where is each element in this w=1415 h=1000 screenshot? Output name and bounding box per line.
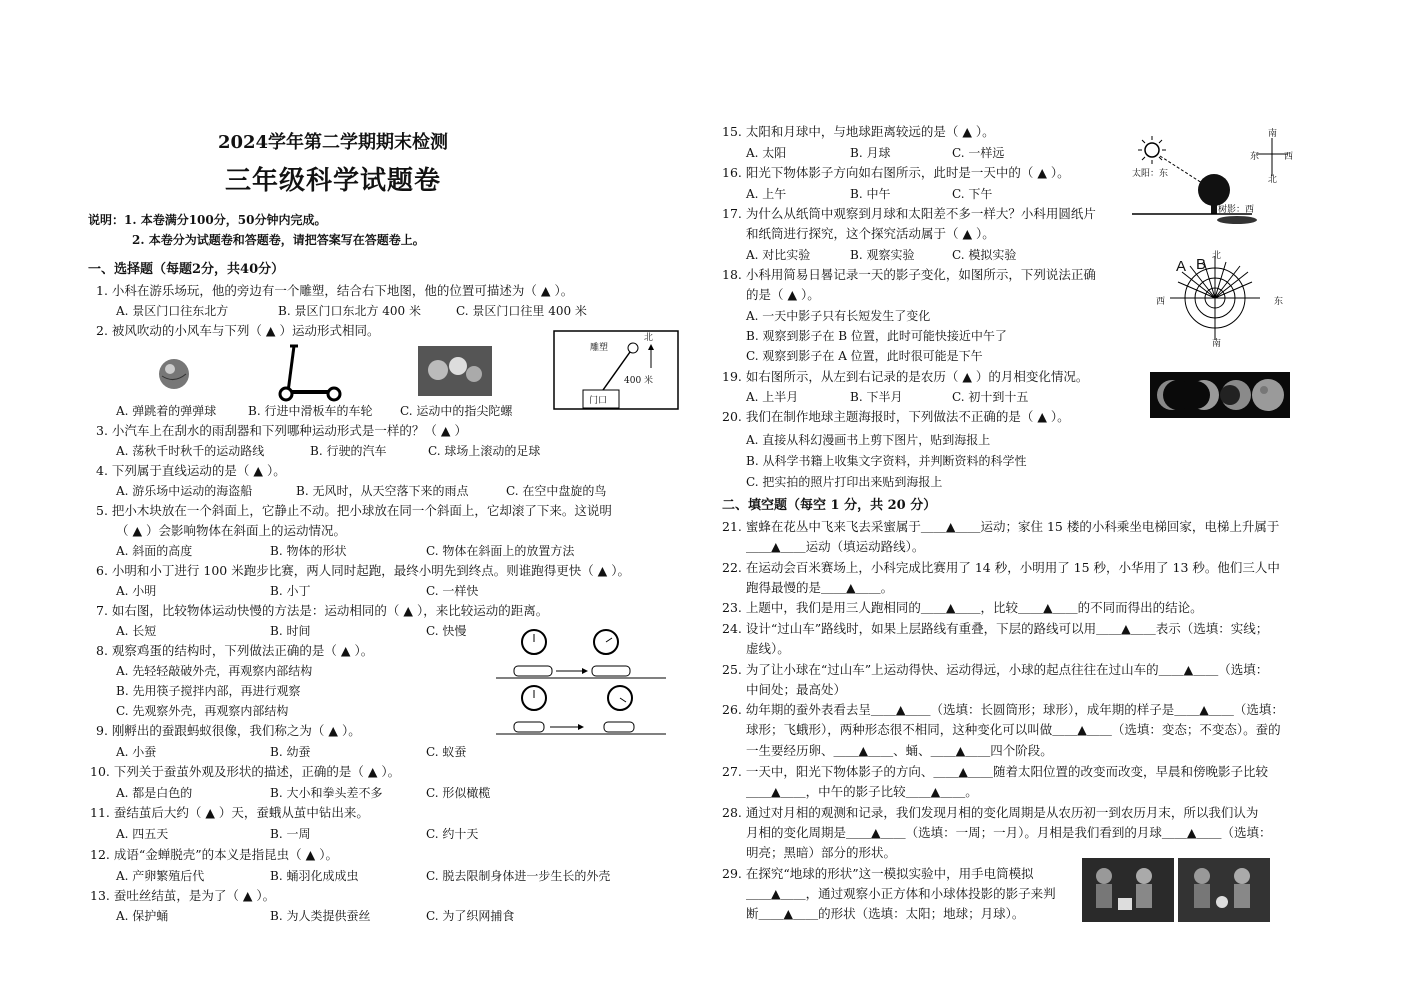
question-5-cont: （ ▲ ）会影响物体在斜面上的运动情况。 (116, 523, 347, 538)
question-29: 29. 在探究“地球的形状”这一模拟实验中，用手电筒模拟 (722, 866, 1034, 881)
q10-option-a: A. 都是白色的 (116, 786, 193, 800)
question-20: 20. 我们在制作地球主题海报时，下列做法不正确的是（ ▲ ）。 (722, 409, 1070, 424)
map-north-label: 北 (644, 333, 654, 343)
q9-option-a: A. 小蚕 (116, 745, 157, 759)
compass-top: 南 (1268, 129, 1278, 139)
question-4: 4. 下列属于直线运动的是（ ▲ ）。 (96, 463, 286, 478)
q11-option-c: C. 约十天 (426, 827, 479, 841)
q19-option-a: A. 上半月 (746, 390, 799, 404)
map-gate-label: 门口 (589, 396, 608, 406)
q16-option-c: C. 下午 (952, 187, 993, 201)
q3-option-c: C. 球场上滚动的足球 (428, 444, 541, 458)
q13-option-a: A. 保护蛹 (116, 909, 169, 923)
q9-option-b: B. 幼蚕 (270, 745, 311, 759)
q3-option-b: B. 行驶的汽车 (310, 444, 387, 458)
question-13: 13. 蚕吐丝结茧，是为了（ ▲ ）。 (90, 888, 276, 903)
q6-option-b: B. 小丁 (270, 584, 311, 598)
note-2: 2. 本卷分为试题卷和答题卷，请把答案写在答题卷上。 (132, 233, 425, 247)
q7-option-b: B. 时间 (270, 624, 311, 638)
question-26-cont-2: 一生要经历卵、＿＿▲＿＿、蛹、＿＿▲＿＿四个阶段。 (746, 743, 1053, 758)
q6-option-a: A. 小明 (116, 584, 157, 598)
q8-option-b: B. 先用筷子搅拌内部，再进行观察 (116, 684, 301, 698)
compass-right: 西 (1284, 152, 1294, 162)
question-25: 25. 为了让小球在“过山车”上运动得快、运动得远，小球的起点往往在过山车的＿＿▲＿＿（选填： (722, 662, 1269, 677)
question-28-cont-2: 明亮；黑暗）部分的形状。 (746, 845, 897, 860)
q1-option-b: B. 景区门口东北方 400 米 (278, 304, 421, 318)
question-24: 24. 设计“过山车”路线时，如果上层路线有重叠，下层的路线可以用＿＿▲＿＿表示（选填：实线； (722, 621, 1269, 636)
q4-option-a: A. 游乐场中运动的海盗船 (116, 484, 253, 498)
q19-option-c: C. 初十到十五 (952, 390, 1029, 404)
sundial-east: 东 (1274, 297, 1284, 307)
question-27: 27. 一天中，阳光下物体影子的方向、＿＿▲＿＿随着太阳位置的改变而改变，早晨和傍晚影子比较 (722, 764, 1268, 779)
q5-option-c: C. 物体在斜面上的放置方法 (426, 544, 575, 558)
question-3: 3. 小汽车上在刮水的雨刮器和下列哪种运动形式是一样的？（ ▲ ） (96, 423, 467, 438)
question-19: 19. 如右图所示，从左到右记录的是农历（ ▲ ）的月相变化情况。 (722, 369, 1089, 384)
section2-heading: 二、填空题（每空 1 分，共 20 分） (722, 498, 937, 513)
exam-title: 2024学年第二学期期末检测 (217, 132, 449, 153)
moon-phases-image (1150, 372, 1290, 418)
q2-option-a: A. 弹跳着的弹弹球 (116, 404, 217, 418)
question-26: 26. 幼年期的蚕外表看去呈＿＿▲＿＿（选填：长圆筒形；球形），成年期的样子是＿＿▲＿＿（选填： (722, 702, 1284, 717)
map-distance-label: 400 米 (624, 376, 654, 386)
q1-option-c: C. 景区门口往里 400 米 (456, 304, 587, 318)
q5-option-a: A. 斜面的高度 (116, 544, 193, 558)
question-22-cont: 跑得最慢的是＿＿▲＿＿。 (746, 580, 894, 595)
q20-option-c: C. 把实拍的照片打印出来贴到海报上 (746, 475, 943, 489)
question-28-cont-1: 月相的变化周期是＿＿▲＿＿（选填：一周；一月）。月相是我们看到的月球＿＿▲＿＿（选填： (746, 825, 1272, 840)
question-28: 28. 通过对月相的观测和记录，我们发现月相的变化周期是从农历初一到农历月末，所以我们认为 (722, 805, 1259, 820)
question-16: 16. 阳光下物体影子方向如右图所示，此时是一天中的（ ▲ ）。 (722, 165, 1070, 180)
q12-option-c: C. 脱去限制身体进一步生长的外壳 (426, 869, 611, 883)
q5-option-b: B. 物体的形状 (270, 544, 347, 558)
question-29-cont-2: 断＿＿▲＿＿的形状（选填：太阳；地球；月球）。 (746, 906, 1025, 921)
q7-option-a: A. 长短 (116, 624, 157, 638)
q15-option-c: C. 一样远 (952, 146, 1005, 160)
q10-option-c: C. 形似橄榄 (426, 786, 491, 800)
section1-heading: 一、选择题（每题2分，共40分） (88, 262, 285, 277)
question-2: 2. 被风吹动的小风车与下列（ ▲ ）运动形式相同。 (96, 323, 380, 338)
bouncing-ball-image (154, 354, 194, 394)
sundial-north: 北 (1212, 251, 1222, 261)
q17-option-c: C. 模拟实验 (952, 248, 1017, 262)
question-24-cont: 虚线）。 (746, 641, 790, 656)
question-15: 15. 太阳和月球中，与地球距离较远的是（ ▲ ）。 (722, 124, 995, 139)
q11-option-a: A. 四五天 (116, 827, 169, 841)
sundial-south: 南 (1212, 339, 1222, 349)
question-11: 11. 蚕结茧后大约（ ▲ ）天，蚕蛾从茧中钻出来。 (90, 805, 369, 820)
compass-left: 东 (1250, 152, 1260, 162)
q1-option-a: A. 景区门口往东北方 (116, 304, 229, 318)
q12-option-a: A. 产卵繁殖后代 (116, 869, 205, 883)
question-10: 10. 下列关于蚕茧外观及形状的描述，正确的是（ ▲ ）。 (90, 764, 401, 779)
question-26-cont-1: 球形；飞蛾形），两种形态很不相同，这种变化可以叫做＿＿▲＿＿（选填：变态；不变态）。蚕的 (746, 722, 1281, 737)
q17-option-a: A. 对比实验 (746, 248, 811, 262)
question-5: 5. 把小木块放在一个斜面上，它静止不动。把小球放在同一个斜面上，它却滚了下来。这说明 (96, 503, 612, 518)
q9-option-c: C. 蚁蚕 (426, 745, 467, 759)
q13-option-c: C. 为了织网捕食 (426, 909, 515, 923)
experiment-photo (1082, 858, 1270, 922)
q2-option-c: C. 运动中的指尖陀螺 (400, 404, 513, 418)
map-figure (553, 330, 679, 410)
question-25-cont: 中间处；最高处） (746, 682, 847, 697)
sundial-west: 西 (1156, 297, 1166, 307)
q12-option-b: B. 蛹羽化成成虫 (270, 869, 359, 883)
q19-option-b: B. 下半月 (850, 390, 903, 404)
q16-option-a: A. 上午 (746, 187, 787, 201)
q18-option-a: A. 一天中影子只有长短发生了变化 (746, 309, 931, 323)
q10-option-b: B. 大小和拳头差不多 (270, 786, 383, 800)
question-21-cont: ＿＿▲＿＿运动（填运动路线）。 (746, 539, 925, 554)
question-18-cont: 的是（ ▲ ）。 (746, 287, 820, 302)
question-8: 8. 观察鸡蛋的结构时，下列做法正确的是（ ▲ ）。 (96, 643, 374, 658)
q17-option-b: B. 观察实验 (850, 248, 915, 262)
q20-option-a: A. 直接从科幻漫画书上剪下图片，贴到海报上 (746, 433, 991, 447)
q18-option-c: C. 观察到影子在 A 位置，此时很可能是下午 (746, 349, 983, 363)
question-23: 23. 上题中，我们是用三人跑相同的＿＿▲＿＿，比较＿＿▲＿＿的不同而得出的结论。 (722, 600, 1203, 615)
q7-option-c: C. 快慢 (426, 624, 467, 638)
q15-option-b: B. 月球 (850, 146, 891, 160)
fidget-spinner-image (418, 346, 492, 396)
map-sculpture-label: 雕塑 (590, 343, 609, 353)
q8-option-a: A. 先轻轻敲破外壳，再观察内部结构 (116, 664, 313, 678)
shadow-label: 树影：西 (1218, 205, 1255, 215)
q13-option-b: B. 为人类提供蚕丝 (270, 909, 371, 923)
exam-subtitle: 三年级科学试题卷 (224, 166, 441, 196)
question-22: 22. 在运动会百米赛场上，小科完成比赛用了 14 秒，小明用了 15 秒，小华用了 13 秒。他们三人中 (722, 560, 1280, 575)
note-1: 说明：1. 本卷满分100分，50分钟内完成。 (88, 213, 327, 227)
question-12: 12. 成语“金蝉脱壳”的本义是指昆虫（ ▲ ）。 (90, 847, 338, 862)
sun-label: 太阳：东 (1132, 169, 1169, 179)
question-9: 9. 刚孵出的蚕跟蚂蚁很像，我们称之为（ ▲ ）。 (96, 723, 361, 738)
question-17: 17. 为什么从纸筒中观察到月球和太阳差不多一样大？小科用圆纸片 (722, 206, 1096, 221)
q18-option-b: B. 观察到影子在 B 位置，此时可能快接近中午了 (746, 329, 1007, 343)
question-6: 6. 小明和小丁进行 100 米跑步比赛，两人同时起跑，最终小明先到终点。则谁跑得更快（ ▲ ）。 (96, 563, 631, 578)
q15-option-a: A. 太阳 (746, 146, 787, 160)
q4-option-c: C. 在空中盘旋的鸟 (506, 484, 607, 498)
q8-option-c: C. 先观察外壳，再观察内部结构 (116, 704, 289, 718)
q2-option-b: B. 行进中滑板车的车轮 (248, 404, 373, 418)
question-17-cont: 和纸筒进行探究，这个探究活动属于（ ▲ ）。 (746, 226, 995, 241)
question-27-cont: ＿＿▲＿＿，中午的影子比较＿＿▲＿＿。 (746, 784, 978, 799)
question-29-cont-1: ＿＿▲＿＿，通过观察小正方体和小球体投影的影子来判 (746, 886, 1056, 901)
q16-option-b: B. 中午 (850, 187, 891, 201)
q20-option-b: B. 从科学书籍上收集文字资料，并判断资料的科学性 (746, 454, 1027, 468)
compass-bottom: 北 (1268, 175, 1278, 185)
question-18: 18. 小科用简易日晷记录一天的影子变化，如图所示，下列说法正确 (722, 267, 1096, 282)
q3-option-a: A. 荡秋千时秋千的运动路线 (116, 444, 265, 458)
sundial-a: A (1176, 258, 1187, 275)
q4-option-b: B. 无风时，从天空落下来的雨点 (296, 484, 469, 498)
question-7: 7. 如右图，比较物体运动快慢的方法是：运动相同的（ ▲ ），来比较运动的距离。 (96, 603, 549, 618)
scooter-image (268, 342, 348, 402)
sundial-b: B (1196, 256, 1207, 273)
clock-car-figure (496, 628, 666, 740)
question-21: 21. 蜜蜂在花丛中飞来飞去采蜜属于＿＿▲＿＿运动；家住 15 楼的小科乘坐电梯回家，电梯上升属于 (722, 519, 1280, 534)
q6-option-c: C. 一样快 (426, 584, 479, 598)
question-1: 1. 小科在游乐场玩，他的旁边有一个雕塑，结合右下地图，他的位置可描述为（ ▲ ）。 (96, 283, 574, 298)
q11-option-b: B. 一周 (270, 827, 311, 841)
